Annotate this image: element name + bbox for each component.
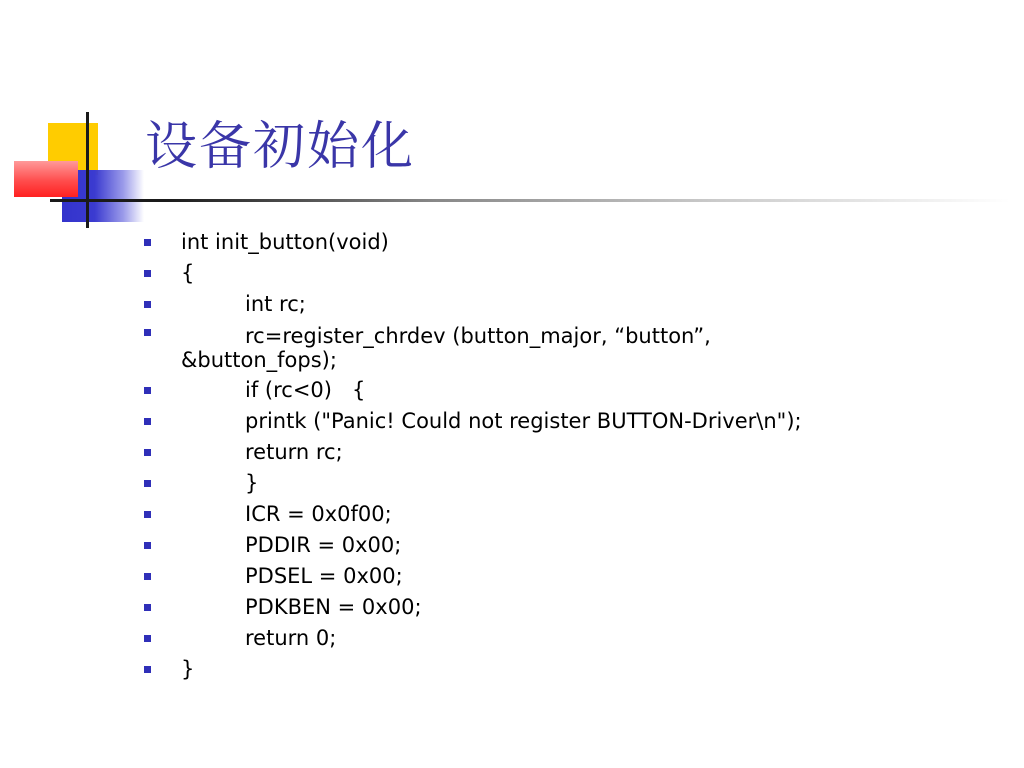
code-line: PDSEL = 0x00; [245,564,403,588]
decor-vertical-line [86,112,89,228]
list-item [142,623,1002,654]
list-item [142,227,1002,258]
bullet-square-icon [144,239,151,246]
bullet-square-icon [144,480,151,487]
slide-title: 设备初始化 [145,117,416,177]
list-item [142,592,1002,623]
code-line: return rc; [245,440,343,464]
list-item [142,406,1002,437]
title-underline [50,199,1010,202]
bullet-square-icon [144,270,151,277]
list-item [142,561,1002,592]
bullet-square-icon [144,635,151,642]
bullet-square-icon [144,573,151,580]
code-line: printk ("Panic! Could not register BUTTON-Driver\n"); [245,409,802,433]
bullet-square-icon [144,387,151,394]
list-item [142,289,1002,320]
code-bullet-list [142,227,1002,685]
bullet-square-icon [144,449,151,456]
bullet-square-icon [144,666,151,673]
code-line: PDKBEN = 0x00; [245,595,422,619]
bullet-square-icon [144,542,151,549]
code-line: if (rc<0) { [245,378,366,402]
list-item [142,654,1002,685]
list-item [142,530,1002,561]
list-item [142,499,1002,530]
code-line: { [181,261,195,285]
code-line: } [245,471,259,495]
list-item [142,437,1002,468]
code-line: rc=register_chrdev (button_major, “button”, [245,324,711,348]
decor-red-square [14,161,78,197]
code-line: PDDIR = 0x00; [245,533,402,557]
code-line: } [181,657,195,681]
bullet-square-icon [144,301,151,308]
code-line: ICR = 0x0f00; [245,502,392,526]
list-item [142,258,1002,289]
bullet-square-icon [144,329,151,336]
list-item [142,375,1002,406]
list-item [142,320,1002,375]
bullet-square-icon [144,418,151,425]
code-line: return 0; [245,626,337,650]
bullet-square-icon [144,511,151,518]
code-line: int init_button(void) [181,230,389,254]
bullet-square-icon [144,604,151,611]
code-line-continuation: &button_fops); [181,348,337,372]
list-item [142,468,1002,499]
code-line: int rc; [245,292,306,316]
